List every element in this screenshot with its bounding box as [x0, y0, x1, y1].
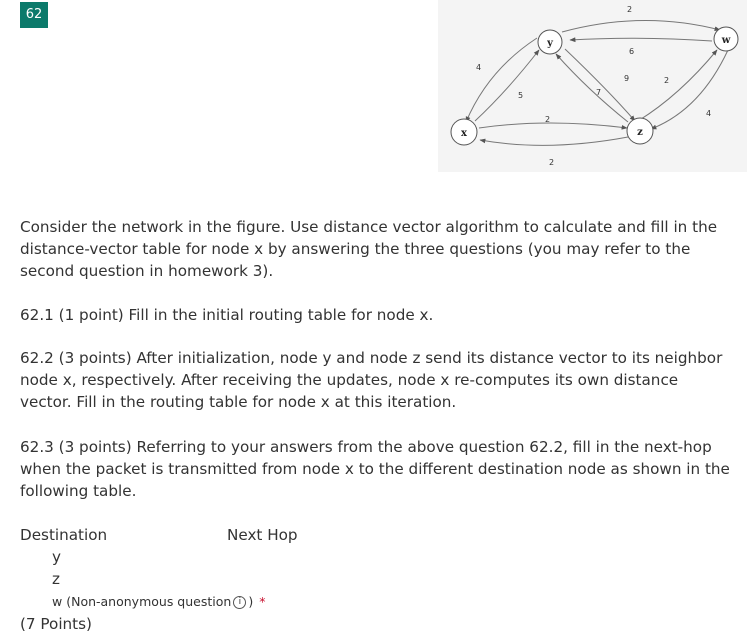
question-intro: Consider the network in the figure. Use distance vector algorithm to calculate and fill in the distance-vector table for node x by answering the three questions (you may refer to the second question in homework 3). — [20, 218, 718, 280]
non-anonymous-label: (Non-anonymous question — [66, 594, 232, 609]
edge-z-y — [556, 54, 628, 122]
label-w-z-inner: 2 — [664, 76, 670, 85]
edge-w-y-inner — [570, 38, 712, 41]
question-part-62-3: 62.3 (3 points) Referring to your answers from the above question 62.2, fill in the next-hop when the packet is transmitted from node x to the different destination node as shown in the following table. — [20, 438, 730, 500]
edge-y-x-outer — [466, 38, 537, 122]
node-z-label: z — [637, 127, 643, 138]
network-graph — [438, 0, 747, 172]
label-z-w-outer: 4 — [706, 109, 712, 118]
edge-y-z — [565, 49, 635, 121]
info-icon[interactable]: i — [233, 596, 246, 609]
label-z-y: 7 — [596, 88, 602, 97]
edge-x-y-inner — [475, 50, 539, 121]
table-header-next-hop: Next Hop — [227, 526, 298, 544]
destination-row-y: y — [52, 548, 61, 566]
label-w-y-inner: 6 — [629, 47, 635, 56]
edge-y-w-top — [562, 20, 720, 32]
node-x-label: x — [461, 128, 467, 139]
network-figure — [438, 0, 747, 172]
label-y-x-outer: 4 — [476, 63, 482, 72]
question-number-badge: 62 — [20, 2, 48, 28]
question-part-62-1: 62.1 (1 point) Fill in the initial routing table for node x. — [20, 306, 434, 324]
destination-row-w — [52, 592, 265, 612]
node-w-label: w — [721, 35, 731, 46]
label-x-y-inner: 5 — [518, 91, 524, 100]
edge-x-z-upper — [479, 123, 627, 128]
points-label: (7 Points) — [20, 615, 92, 633]
label-y-w-top: 2 — [627, 5, 633, 14]
required-mark: * — [259, 594, 266, 609]
destination-row-w-label: w — [52, 594, 63, 609]
label-x-z-upper: 2 — [545, 115, 551, 124]
label-z-x-lower: 2 — [549, 158, 555, 167]
node-y-label: y — [547, 38, 553, 49]
label-y-z: 9 — [624, 74, 630, 83]
close-paren: ) — [248, 594, 254, 609]
table-header-destination: Destination — [20, 526, 108, 544]
question-part-62-2: 62.2 (3 points) After initialization, node y and node z send its distance vector to its neighbor node x, respectively. After receiving the updates, node x re-computes its own distance vector. Fill in the routing table for node x at this iteration. — [20, 349, 723, 411]
destination-row-z: z — [52, 570, 60, 588]
edge-z-x-lower — [480, 137, 628, 145]
edge-w-z-outer — [651, 50, 728, 129]
